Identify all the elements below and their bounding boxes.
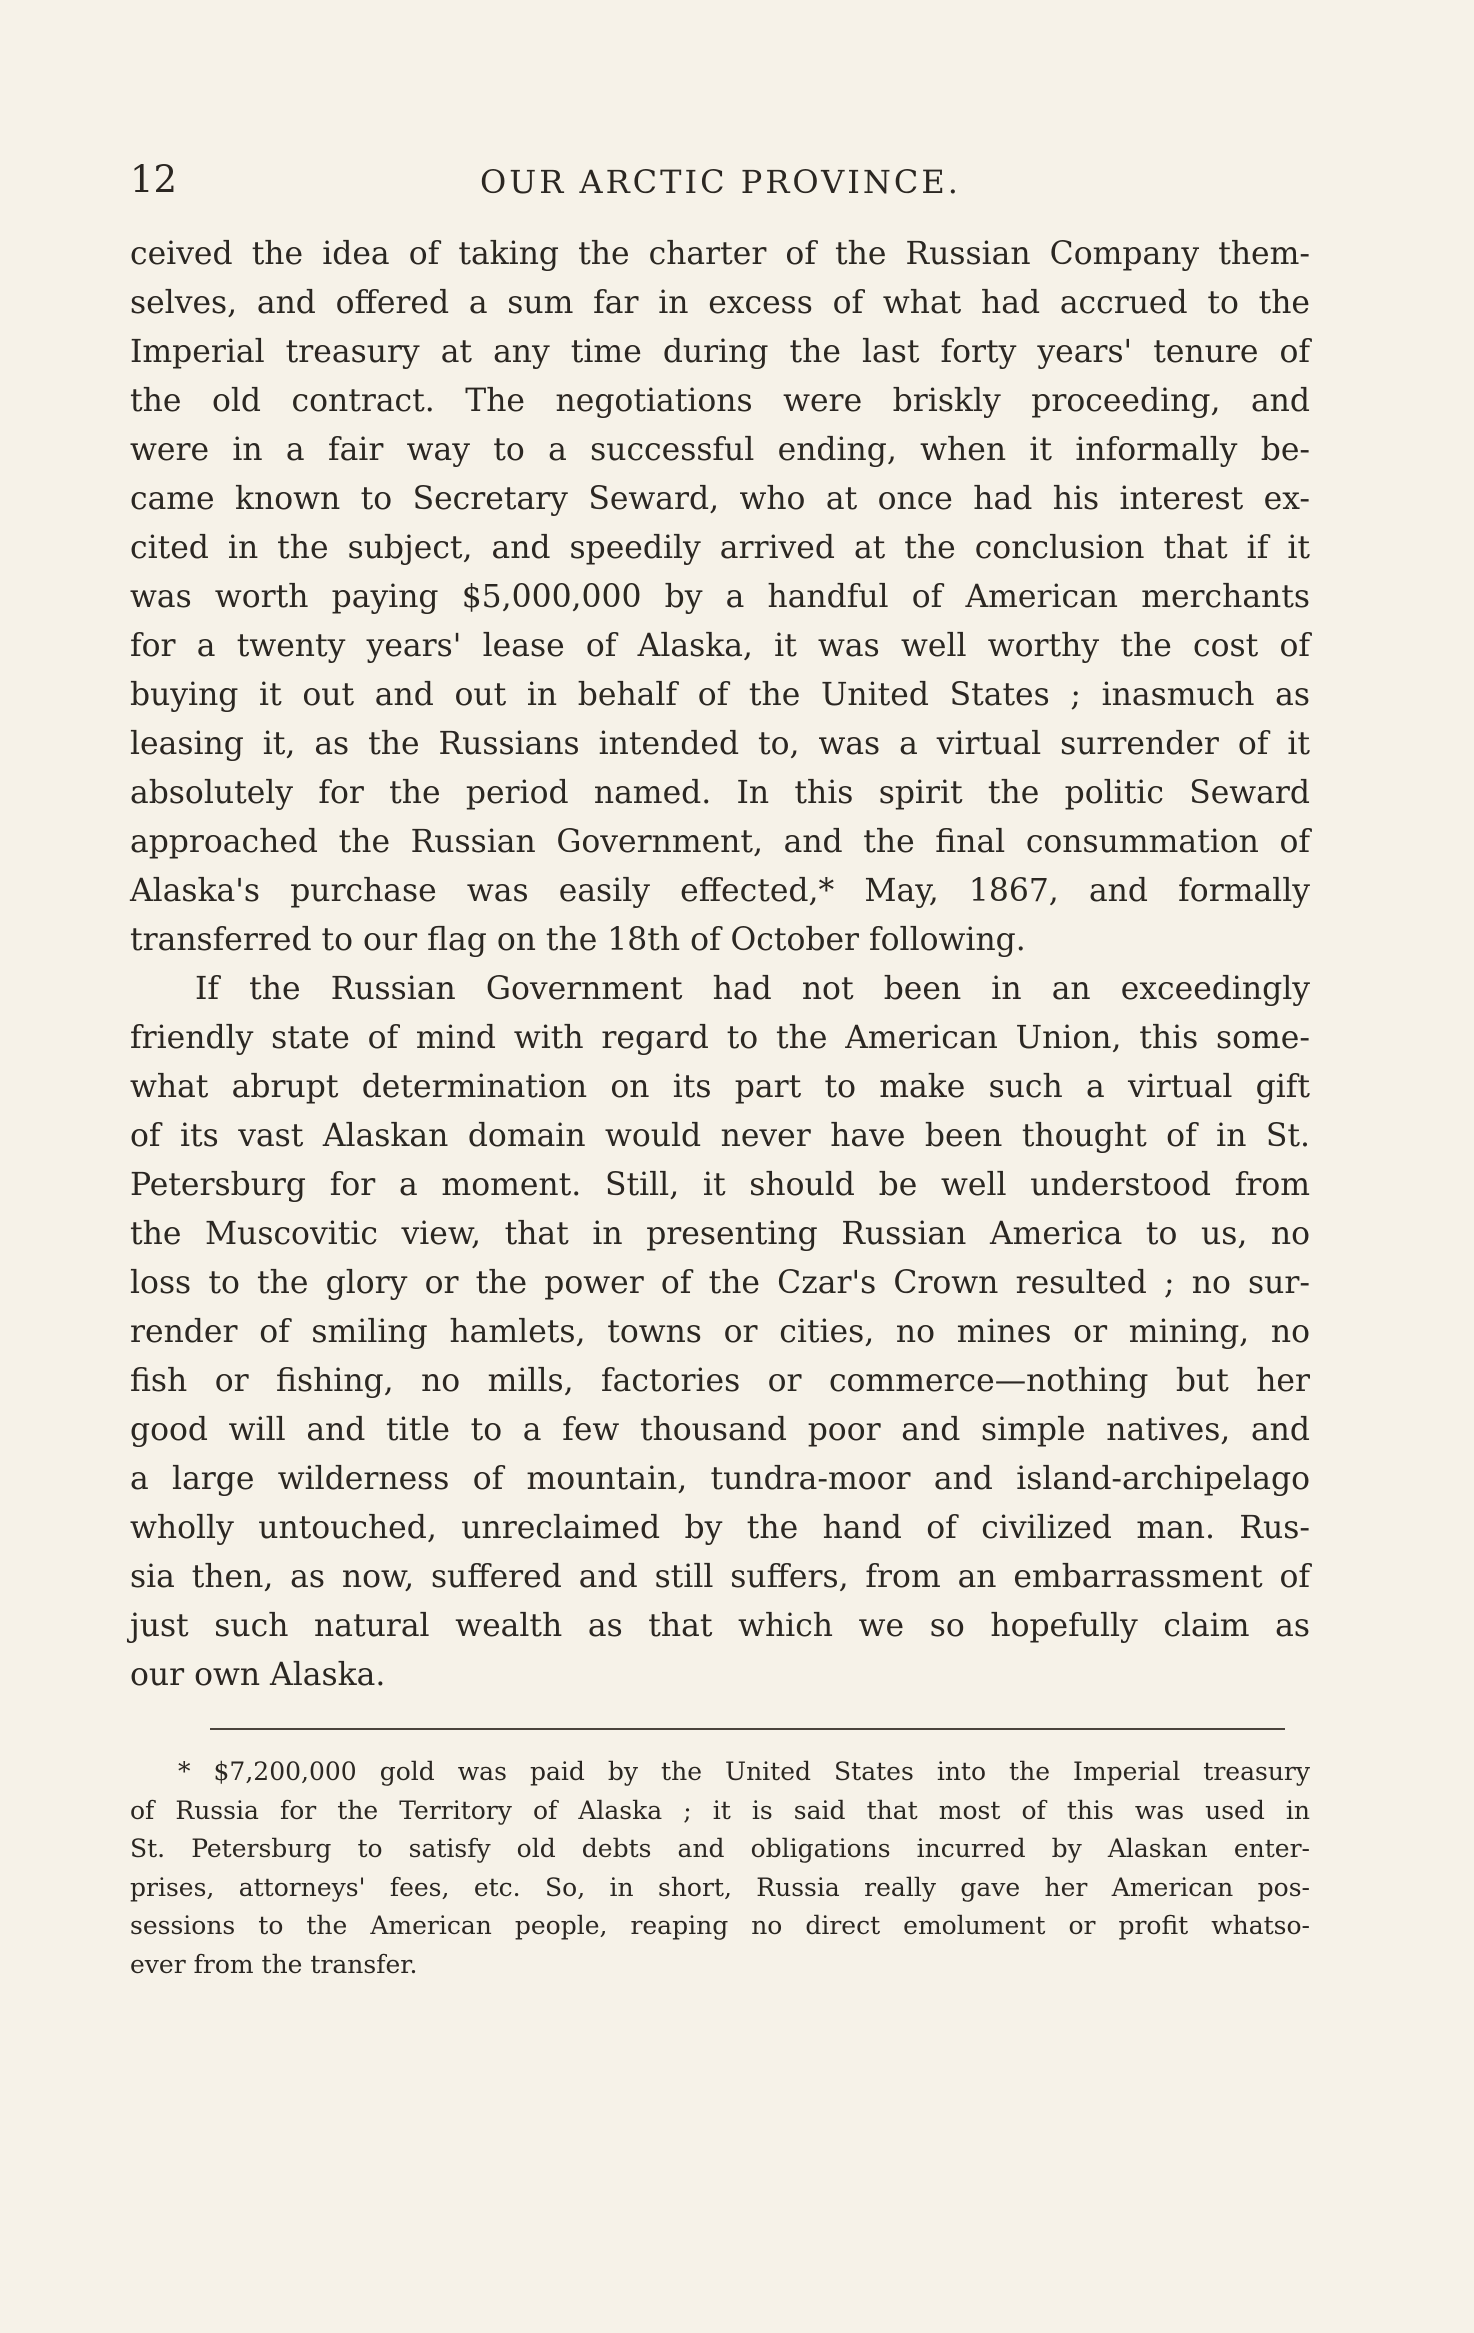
page-number: 12 — [130, 158, 178, 201]
footnote-line: St. Petersburg to satisfy old debts and obligations incurred by Alaskan enter- — [130, 1834, 1310, 1863]
body-line: Petersburg for a moment. Still, it should be well understood from — [130, 1167, 1310, 1203]
running-title: OUR ARCTIC PROVINCE. — [480, 163, 961, 201]
body-line: were in a fair way to a successful ending, when it informally be- — [130, 432, 1310, 468]
body-line: leasing it, as the Russians intended to, was a virtual surrender of it — [130, 726, 1310, 762]
body-line: absolutely for the period named. In this spirit the politic Seward — [130, 775, 1310, 811]
body-line: fish or fishing, no mills, factories or commerce—nothing but her — [130, 1363, 1310, 1399]
body-line: our own Alaska. — [130, 1657, 386, 1693]
body-line: sia then, as now, suffered and still suffers, from an embarrassment of — [130, 1559, 1310, 1595]
body-line: buying it out and out in behalf of the United States ; inasmuch as — [130, 677, 1310, 713]
footnote — [130, 1753, 1310, 1984]
body-line: of its vast Alaskan domain would never have been thought of in St. — [130, 1118, 1310, 1154]
body-line: Alaska's purchase was easily effected,* May, 1867, and formally — [130, 873, 1310, 909]
body-line: just such natural wealth as that which we so hopefully claim as — [130, 1608, 1310, 1644]
body-line: ceived the idea of taking the charter of the Russian Company them- — [130, 236, 1310, 272]
footnote-line: ever from the transfer. — [130, 1949, 418, 1979]
body-line: a large wilderness of mountain, tundra-moor and island-archipelago — [130, 1461, 1310, 1497]
body-line: friendly state of mind with regard to the American Union, this some- — [130, 1020, 1310, 1056]
body-line: transferred to our flag on the 18th of October following. — [130, 922, 1026, 958]
body-line: selves, and offered a sum far in excess of what had accrued to the — [130, 285, 1310, 321]
body-line: what abrupt determination on its part to make such a virtual gift — [130, 1069, 1310, 1105]
footnote-rule — [210, 1728, 1285, 1730]
running-head — [130, 156, 1310, 204]
body-line: was worth paying $5,000,000 by a handful of American merchants — [130, 579, 1310, 615]
body-line: render of smiling hamlets, towns or cities, no mines or mining, no — [130, 1314, 1310, 1350]
footnote-line: sessions to the American people, reaping no direct emolument or profit whatso- — [130, 1911, 1310, 1940]
body-line: Imperial treasury at any time during the last forty years' tenure of — [130, 334, 1310, 370]
body-line: loss to the glory or the power of the Czar's Crown resulted ; no sur- — [130, 1265, 1310, 1301]
body-line: cited in the subject, and speedily arrived at the conclusion that if it — [130, 530, 1310, 566]
footnote-line: * $7,200,000 gold was paid by the United States into the Imperial treasury — [178, 1757, 1310, 1786]
footnote-line: prises, attorneys' fees, etc. So, in short, Russia really gave her American pos- — [130, 1872, 1310, 1902]
body-line: approached the Russian Government, and the final consummation of — [130, 824, 1310, 860]
footnote-line: of Russia for the Territory of Alaska ; it is said that most of this was used in — [130, 1795, 1310, 1825]
body-line: came known to Secretary Seward, who at once had his interest ex- — [130, 481, 1310, 517]
body-line: the old contract. The negotiations were briskly proceeding, and — [130, 383, 1310, 419]
body-line: good will and title to a few thousand poor and simple natives, and — [130, 1412, 1310, 1448]
body-line: If the Russian Government had not been in an exceedingly — [195, 971, 1310, 1007]
body-line: for a twenty years' lease of Alaska, it was well worthy the cost of — [130, 628, 1310, 664]
body-line: the Muscovitic view, that in presenting Russian America to us, no — [130, 1216, 1310, 1252]
body-line: wholly untouched, unreclaimed by the hand of civilized man. Rus- — [130, 1510, 1310, 1546]
body-text — [130, 230, 1310, 1700]
